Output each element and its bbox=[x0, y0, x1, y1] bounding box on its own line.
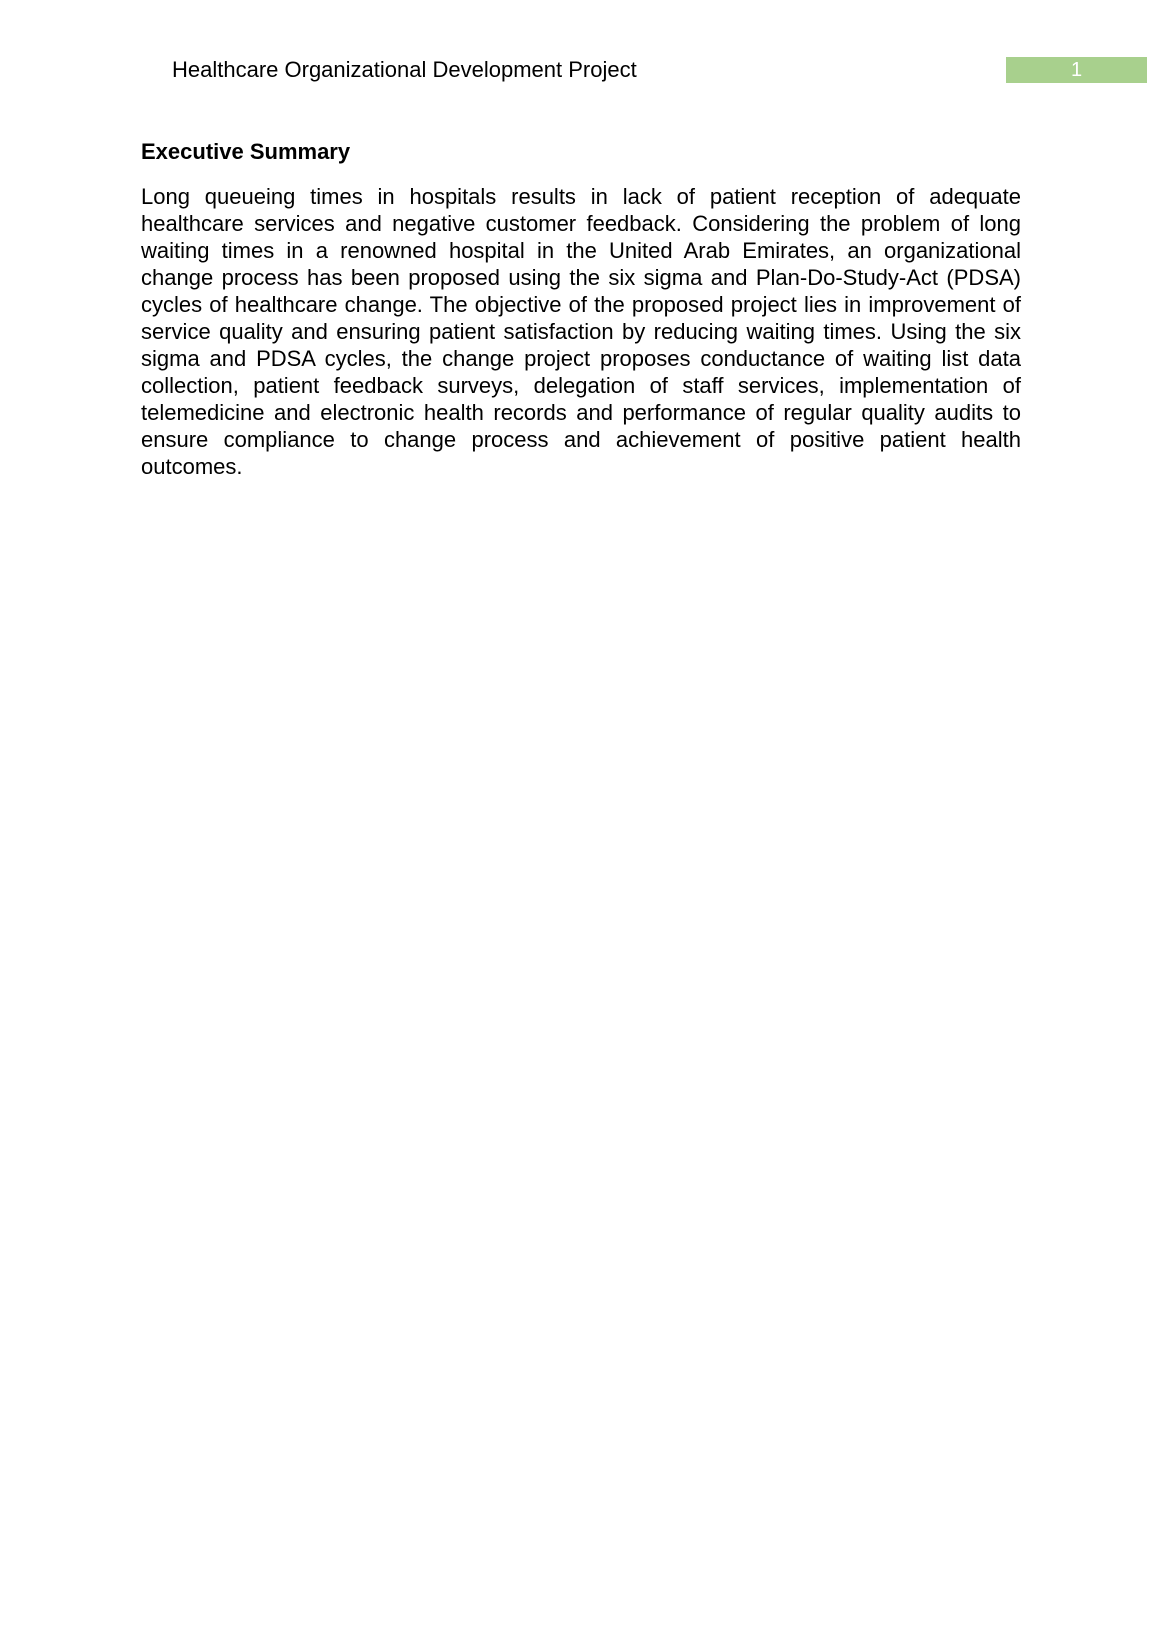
section-heading: Executive Summary bbox=[141, 139, 351, 164]
page-number-badge: 1 bbox=[1006, 57, 1147, 83]
summary-paragraph: Long queueing times in hospitals results in lack of patient reception of adequate healthcare services and negative customer feedback. Considering the problem of long waiting times in a renowned hospital in the United Arab Emirates, an organizational change process has been proposed using the six sigma and Plan-Do-Study-Act (PDSA) cycles of healthcare change. The objective of the proposed project lies in improvement of service quality and ensuring patient satisfaction by reducing waiting times. Using the six sigma and PDSA cycles, the change project proposes conductance of waiting list data collection, patient feedback surveys, delegation of staff services, implementation of telemedicine and electronic health records and performance of regular quality audits to ensure compliance to change process and achievement of positive patient health outcomes. bbox=[141, 184, 1021, 479]
running-header-title: Healthcare Organizational Development Project bbox=[172, 57, 637, 82]
document-body bbox=[141, 138, 1021, 480]
